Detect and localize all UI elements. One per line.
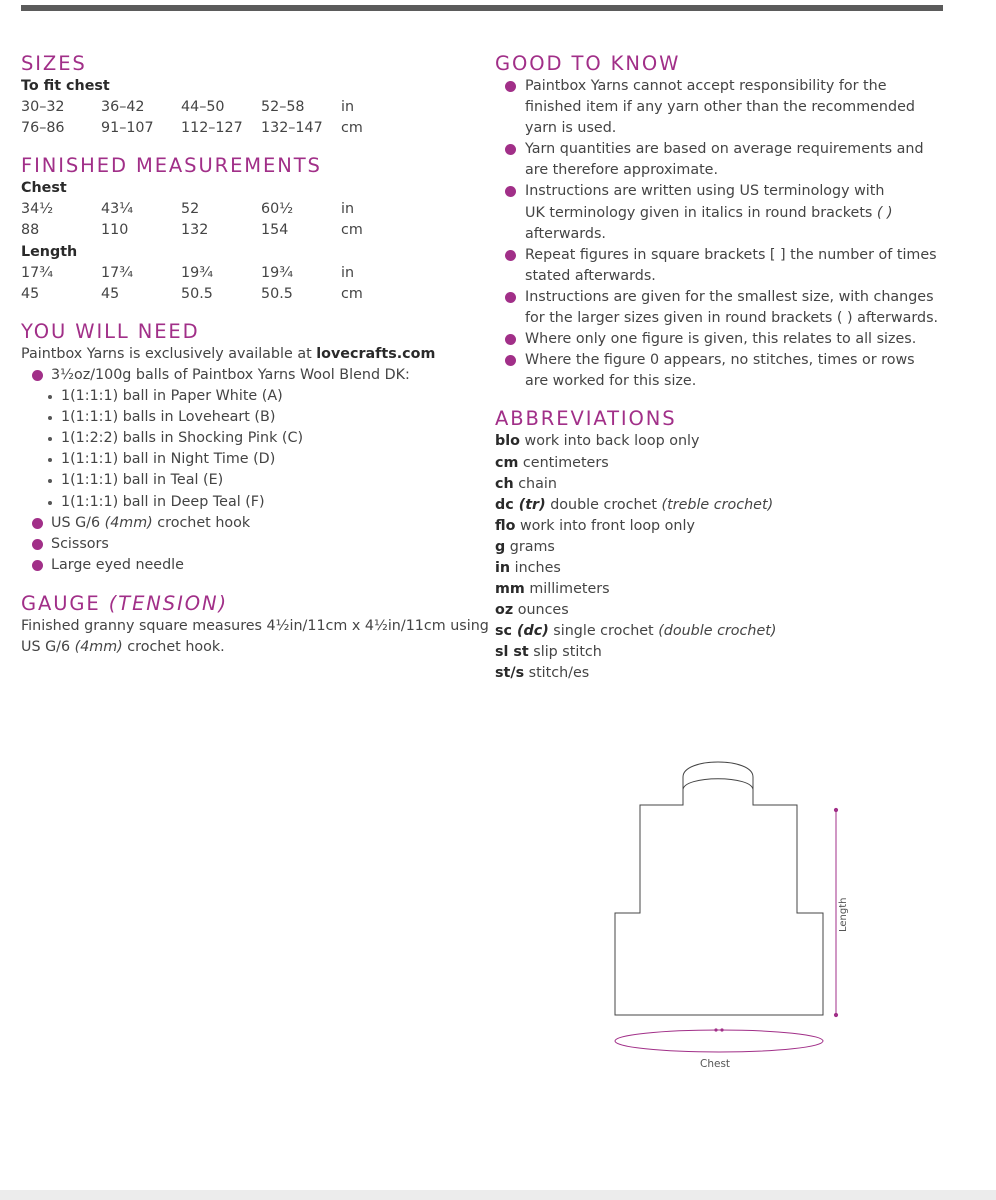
cell: 154	[261, 222, 289, 239]
note-line: for the larger sizes given in round brackets ( ) afterwards.	[525, 310, 939, 327]
abbr-value: work into back loop only	[519, 433, 700, 450]
note-item	[495, 181, 945, 244]
hook-text-c: crochet hook	[152, 514, 251, 531]
cell: 91–107	[101, 120, 154, 137]
finished-heading: FINISHED MEASUREMENTS	[21, 154, 322, 178]
note-line: finished item if any yarn other than the recommended	[525, 99, 915, 116]
cell: 43¼	[101, 201, 134, 218]
yarn-colour-text: 1(1:1:1) ball in Paper White (A)	[61, 388, 283, 405]
sub-bullet-icon	[48, 458, 52, 462]
abbr-key: mm	[495, 581, 525, 598]
chest-label: Chest	[21, 180, 67, 197]
bullet-icon	[505, 355, 516, 366]
chest-row-cm	[21, 220, 471, 241]
yarn-text: 3½oz/100g balls of Paintbox Yarns Wool Blend DK:	[51, 366, 410, 383]
lovecrafts-link[interactable]: lovecrafts.com	[316, 345, 436, 362]
chest-marker-dot	[714, 1028, 717, 1031]
note-line: stated afterwards.	[525, 267, 656, 284]
bullet-icon	[505, 292, 516, 303]
note-text: UK terminology given in italics in round brackets	[525, 204, 877, 221]
bullet-icon	[32, 560, 43, 571]
abbr-value: single crochet	[548, 623, 659, 640]
garment-schematic	[605, 755, 865, 1085]
abbr-value: inches	[510, 559, 561, 576]
sub-bullet-icon	[48, 416, 52, 420]
bullet-icon	[505, 81, 516, 92]
cell: 88	[21, 222, 40, 239]
gauge-title-a: GAUGE	[21, 591, 109, 615]
abbr-flo	[495, 516, 945, 537]
bullet-icon	[505, 250, 516, 261]
note-line: afterwards.	[525, 225, 606, 242]
cell: 45	[21, 285, 40, 302]
note-line: are therefore approximate.	[525, 162, 719, 179]
sizes-row-in	[21, 97, 471, 118]
yarn-colour-item	[21, 386, 471, 407]
abbr-value-uk: (double crochet)	[658, 623, 777, 640]
abbr-value-uk: (treble crochet)	[661, 496, 774, 513]
abbr-mm	[495, 579, 945, 600]
yarn-colour-item	[21, 470, 471, 491]
cell: 50.5	[181, 285, 213, 302]
abbr-oz	[495, 600, 945, 621]
abbr-value: millimeters	[524, 581, 610, 598]
abbr-key: in	[495, 559, 511, 576]
note-line: Paintbox Yarns cannot accept responsibility for the	[525, 78, 887, 94]
note-line: Where only one figure is given, this relates to all sizes.	[525, 331, 917, 348]
cell: 76–86	[21, 120, 65, 137]
abbr-key: flo	[495, 517, 516, 534]
note-line: Repeat figures in square brackets [ ] the number of times	[525, 246, 937, 263]
yarn-colour-item	[21, 407, 471, 428]
scissors-text: Scissors	[51, 535, 109, 552]
yarn-colour-text: 1(1:1:1) ball in Teal (E)	[61, 472, 224, 489]
top-rule	[21, 5, 943, 11]
scissors-item	[21, 534, 471, 555]
abbr-key: g	[495, 538, 506, 555]
abbr-g	[495, 537, 945, 558]
gauge-title-b: (TENSION)	[108, 591, 228, 615]
abbr-key: sl st	[495, 644, 529, 661]
bullet-icon	[32, 539, 43, 550]
sizes-row-cm	[21, 118, 471, 139]
abbr-value: centimeters	[518, 454, 609, 471]
abbr-key: dc	[495, 496, 519, 513]
note-item	[495, 287, 945, 329]
abbr-in	[495, 558, 945, 579]
abbr-key-uk: (tr)	[518, 496, 546, 513]
note-line: Instructions are written using US terminology with	[525, 183, 885, 200]
gauge-line-2	[21, 637, 471, 658]
abbr-key: st/s	[495, 665, 525, 682]
unit: in	[341, 201, 355, 218]
abbr-ch	[495, 474, 945, 495]
left-column	[21, 52, 489, 658]
body-outline	[615, 762, 823, 1015]
bullet-icon	[32, 370, 43, 381]
cell: 52	[181, 201, 200, 218]
yarn-colour-text: 1(1:1:1) ball in Deep Teal (F)	[61, 493, 265, 510]
cell: 110	[101, 222, 129, 239]
note-line	[525, 203, 945, 224]
sub-bullet-icon	[48, 479, 52, 483]
abbr-key-uk: (dc)	[516, 623, 549, 640]
availability-note	[21, 344, 471, 365]
hook-item	[21, 513, 471, 534]
note-text-italic: ( )	[876, 204, 893, 221]
yarn-colour-text: 1(1:1:1) ball in Night Time (D)	[61, 451, 276, 468]
abbr-key: sc	[495, 623, 517, 640]
yarn-colour-item	[21, 428, 471, 449]
abbr-slst	[495, 642, 945, 663]
note-item	[495, 76, 945, 139]
collar-outline	[683, 779, 753, 790]
note-item	[495, 329, 945, 350]
abbr-blo	[495, 431, 945, 452]
needle-text: Large eyed needle	[51, 556, 184, 573]
hook-text-a: US G/6	[51, 514, 105, 531]
note-line: Yarn quantities are based on average requirements and	[525, 141, 924, 158]
cell: 45	[101, 285, 120, 302]
note-line: Instructions are given for the smallest size, with changes	[525, 288, 934, 305]
unit: in	[341, 99, 355, 116]
cell: 52–58	[261, 99, 305, 116]
abbr-sts	[495, 663, 945, 684]
unit: cm	[341, 285, 363, 302]
yarn-item	[21, 365, 471, 386]
chest-row-in	[21, 199, 471, 220]
length-label: Length	[21, 243, 78, 260]
cell: 17¾	[101, 264, 134, 281]
you-will-need-heading: YOU WILL NEED	[21, 319, 200, 343]
abbr-key: oz	[495, 602, 514, 619]
unit: cm	[341, 222, 363, 239]
note-item	[495, 139, 945, 181]
note-item	[495, 245, 945, 287]
abbr-value: chain	[513, 475, 557, 492]
abbr-value: slip stitch	[528, 644, 602, 661]
abbr-value: stitch/es	[524, 665, 590, 682]
length-row-cm	[21, 284, 471, 305]
note-item	[495, 350, 945, 392]
good-to-know-heading: GOOD TO KNOW	[495, 52, 681, 75]
bullet-icon	[505, 144, 516, 155]
cell: 34½	[21, 201, 54, 218]
abbr-key: ch	[495, 475, 514, 492]
yarn-colour-item	[21, 492, 471, 513]
cell: 44–50	[181, 99, 225, 116]
abbr-key: blo	[495, 433, 520, 450]
right-column	[495, 52, 945, 685]
cell: 60½	[261, 201, 294, 218]
bullet-icon	[32, 518, 43, 529]
gauge-line-1: Finished granny square measures 4½in/11cm x 4½in/11cm using	[21, 617, 489, 634]
chest-ellipse	[615, 1030, 823, 1052]
sizes-heading: SIZES	[21, 52, 87, 75]
cell: 19¾	[261, 264, 294, 281]
cell: 112–127	[181, 120, 243, 137]
abbreviations-heading: ABBREVIATIONS	[495, 407, 677, 431]
note-line: yarn is used.	[525, 120, 617, 137]
cell: 17¾	[21, 264, 54, 281]
gauge-line-2a: US G/6	[21, 638, 75, 655]
cell: 50.5	[261, 285, 293, 302]
abbr-value: ounces	[513, 602, 569, 619]
gauge-line-2b: (4mm)	[74, 638, 123, 655]
sizes-subtitle: To fit chest	[21, 78, 110, 94]
length-label-diagram: Length	[838, 897, 849, 932]
abbr-value: work into front loop only	[515, 517, 695, 534]
abbr-sc	[495, 621, 945, 642]
cell: 30–32	[21, 99, 65, 116]
yarn-colour-item	[21, 449, 471, 470]
cell: 132	[181, 222, 209, 239]
yarn-colour-text: 1(1:1:1) balls in Loveheart (B)	[61, 409, 276, 426]
availability-text: Paintbox Yarns is exclusively available at	[21, 345, 317, 362]
abbr-dc	[495, 495, 945, 516]
bottom-band	[0, 1190, 996, 1200]
cell: 132–147	[261, 120, 323, 137]
abbr-value: double crochet	[545, 496, 662, 513]
cell: 19¾	[181, 264, 214, 281]
length-row-in	[21, 263, 471, 284]
note-line: are worked for this size.	[525, 373, 697, 390]
chest-label-diagram: Chest	[700, 1058, 731, 1070]
hook-text-b: (4mm)	[104, 514, 153, 531]
sub-bullet-icon	[48, 395, 52, 399]
gauge-heading	[21, 592, 471, 616]
abbr-value: grams	[505, 538, 555, 555]
needle-item	[21, 555, 471, 576]
note-line: Where the figure 0 appears, no stitches, times or rows	[525, 352, 915, 369]
cell: 36–42	[101, 99, 145, 116]
abbr-cm	[495, 453, 945, 474]
unit: cm	[341, 120, 363, 137]
sub-bullet-icon	[48, 437, 52, 441]
bullet-icon	[505, 334, 516, 345]
unit: in	[341, 264, 355, 281]
gauge-line-2c: crochet hook.	[122, 638, 225, 655]
yarn-colour-text: 1(1:2:2) balls in Shocking Pink (C)	[61, 430, 304, 447]
abbr-key: cm	[495, 454, 519, 471]
bullet-icon	[505, 186, 516, 197]
chest-marker-dot	[720, 1028, 723, 1031]
sub-bullet-icon	[48, 501, 52, 505]
